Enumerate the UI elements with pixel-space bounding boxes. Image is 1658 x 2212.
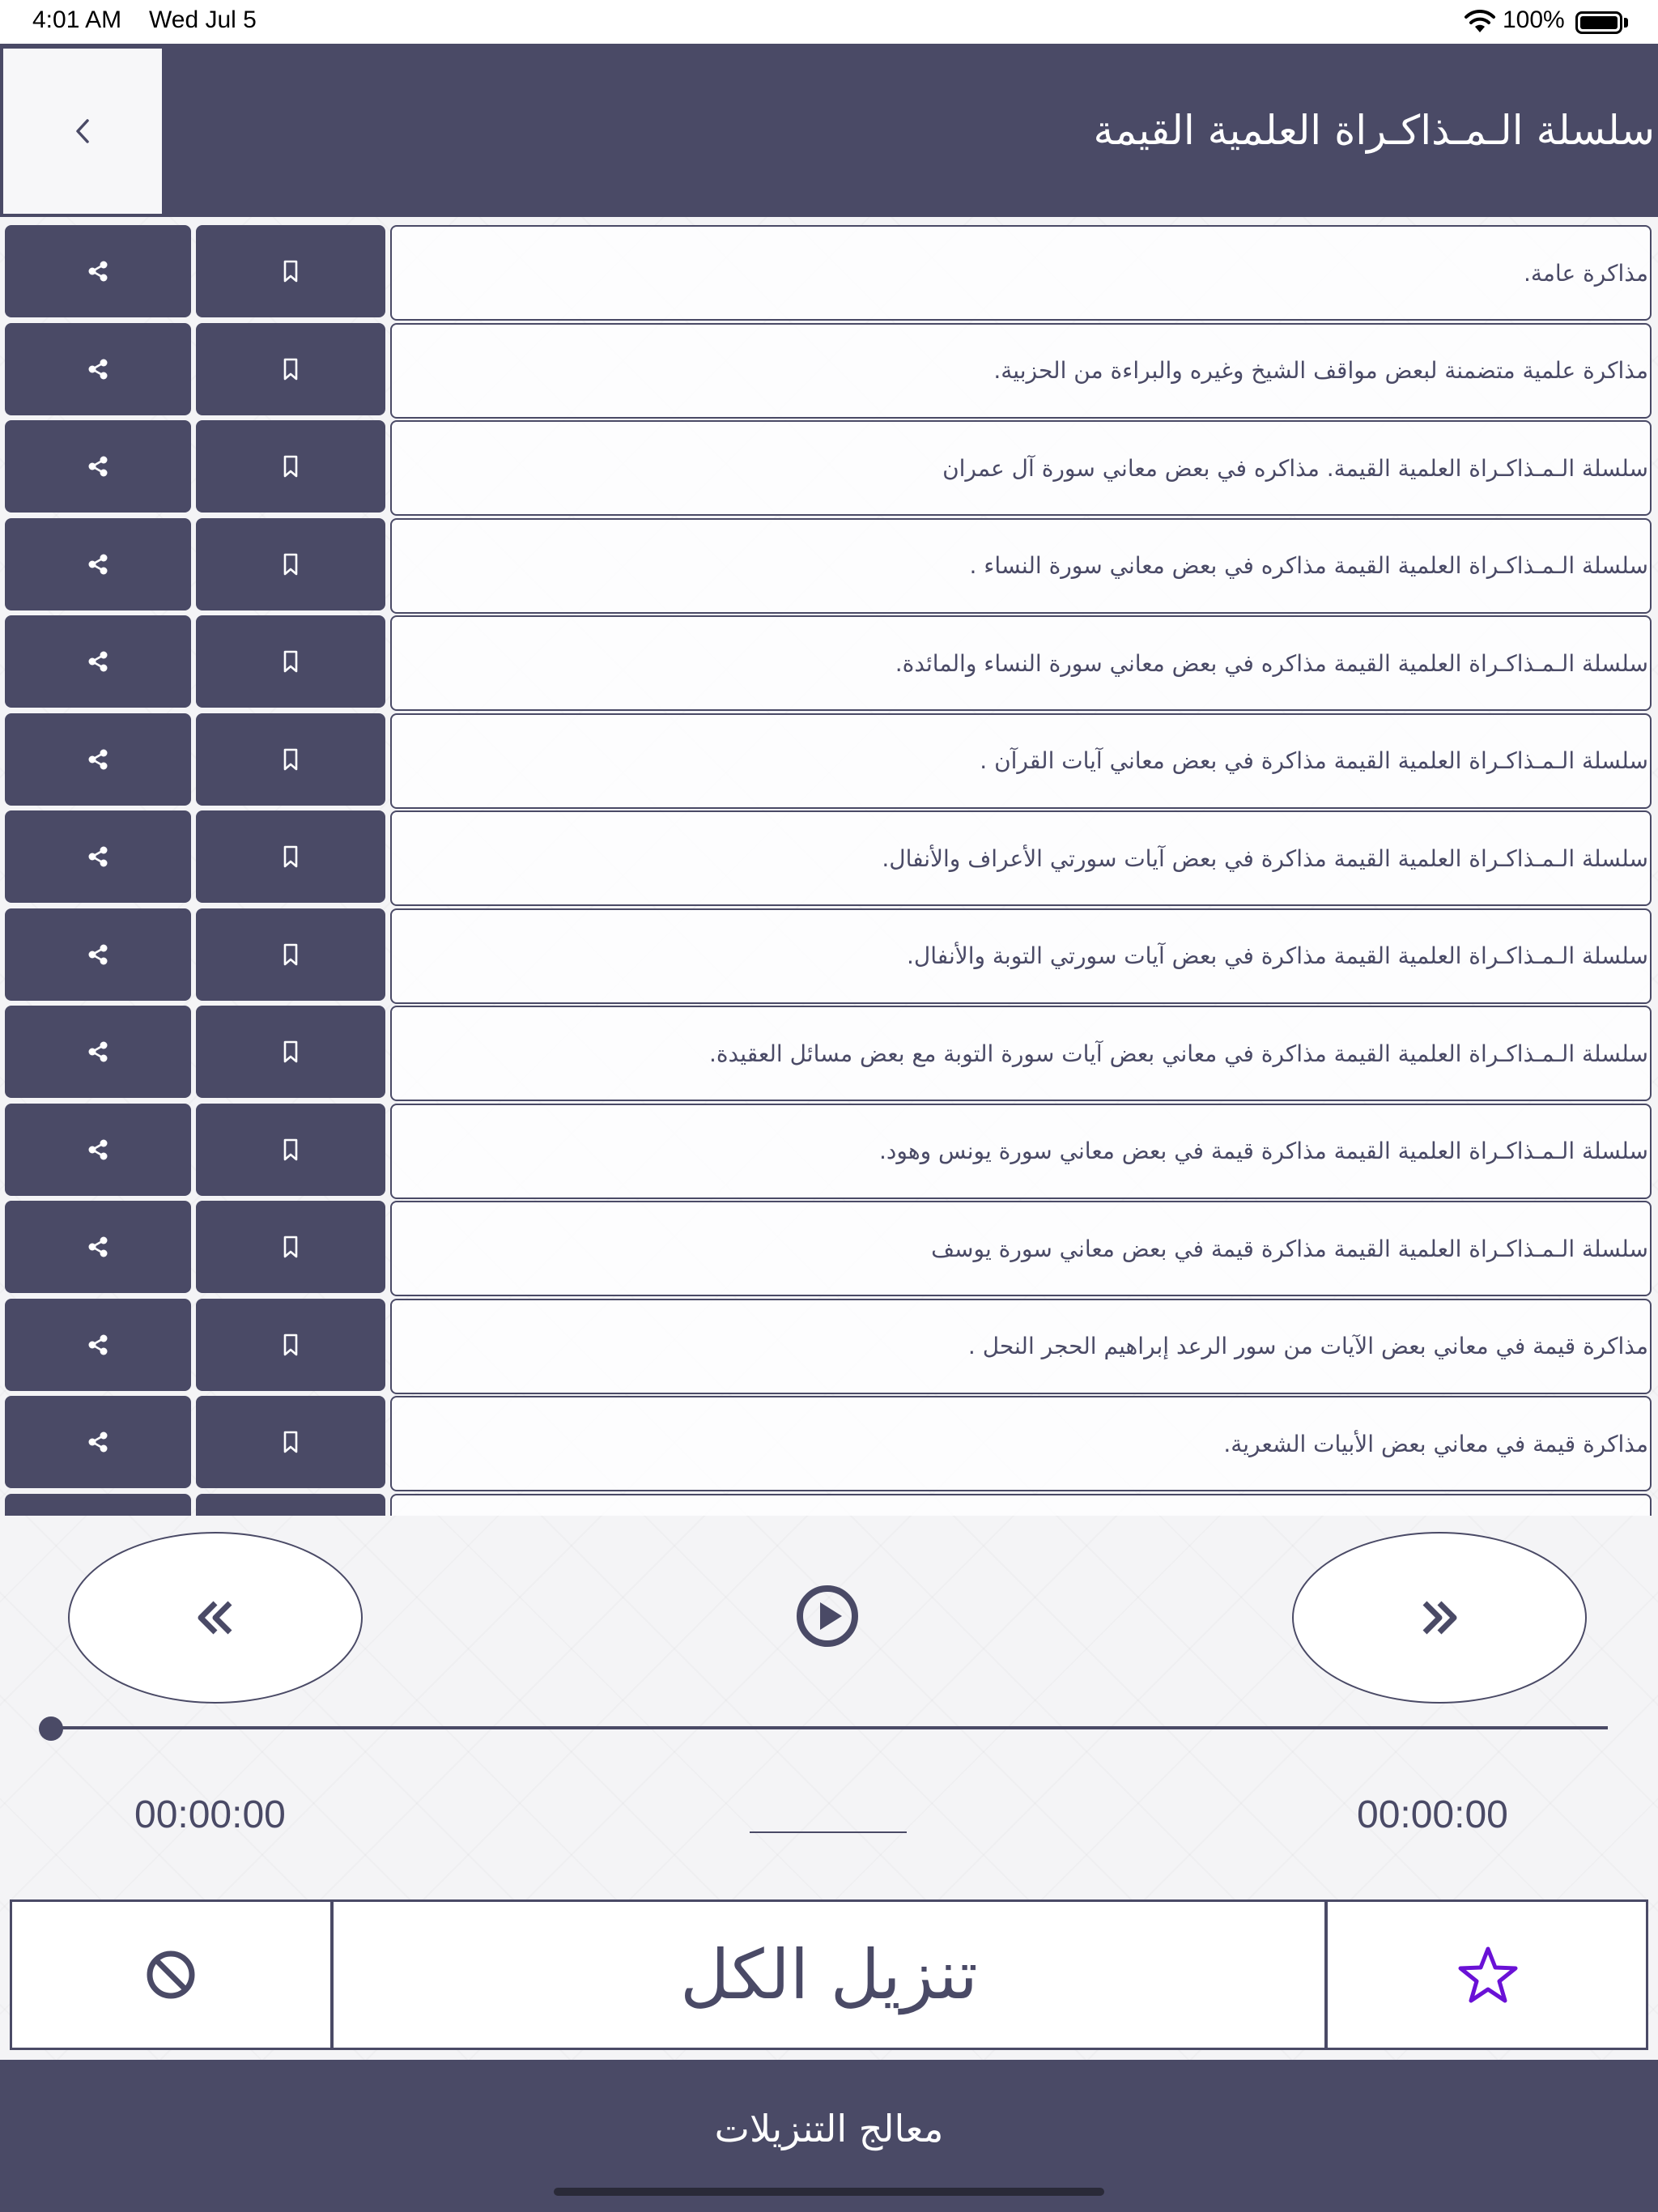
share-button[interactable] bbox=[5, 1494, 191, 1516]
share-icon bbox=[86, 942, 110, 967]
share-icon bbox=[86, 844, 110, 869]
lecture-title-button[interactable] bbox=[390, 1006, 1652, 1101]
bookmark-icon bbox=[280, 1040, 301, 1064]
share-button[interactable] bbox=[5, 810, 191, 903]
block-icon bbox=[145, 1949, 197, 2001]
bookmark-button[interactable] bbox=[196, 518, 385, 610]
chevron-left-icon bbox=[73, 117, 92, 145]
lecture-title: سلسلة الـمـذاكـراة العلمية القيمة مذاكره في بعض معاني سورة النساء والمائدة. bbox=[895, 649, 1648, 677]
lecture-title: سلسلة الـمـذاكـراة العلمية القيمة مذاكرة في معاني بعض آيات سورة التوبة مع بعض مسائل العقيدة. bbox=[708, 1040, 1648, 1067]
share-icon bbox=[86, 1235, 110, 1259]
lecture-title-button[interactable] bbox=[390, 518, 1652, 614]
share-icon bbox=[86, 1138, 110, 1162]
share-button[interactable] bbox=[5, 1396, 191, 1488]
list-item[interactable] bbox=[0, 609, 1658, 706]
download-all-button[interactable] bbox=[330, 1899, 1328, 2050]
bookmark-icon bbox=[280, 1235, 301, 1259]
bookmark-icon bbox=[280, 454, 301, 479]
bookmark-icon bbox=[280, 552, 301, 576]
rewind-button[interactable] bbox=[68, 1532, 363, 1704]
lecture-title: سلسلة الـمـذاكـراة العلمية القيمة مذاكره في بعض معاني سورة النساء . bbox=[969, 552, 1648, 579]
lecture-title: سلسلة الـمـذاكـراة العلمية القيمة مذاكرة قيمة في بعض معاني سورة يوسف bbox=[931, 1235, 1648, 1262]
lecture-title-button[interactable] bbox=[390, 1396, 1652, 1491]
lecture-title: مذاكرة قيمة في معاني بعض الأبيات الشعرية. bbox=[1223, 1430, 1648, 1457]
list-item[interactable] bbox=[0, 707, 1658, 804]
share-button[interactable] bbox=[5, 615, 191, 708]
share-button[interactable] bbox=[5, 1299, 191, 1391]
lecture-title-button[interactable] bbox=[390, 908, 1652, 1004]
share-icon bbox=[86, 649, 110, 674]
list-item[interactable] bbox=[0, 317, 1658, 414]
bookmark-icon bbox=[280, 1333, 301, 1357]
elapsed-time: 00:00:00 bbox=[134, 1793, 286, 1836]
lecture-title: سلسلة الـمـذاكـراة العلمية القيمة مذاكرة في بعض معاني آيات القرآن . bbox=[980, 747, 1648, 774]
lecture-title-button[interactable] bbox=[390, 713, 1652, 809]
bookmark-icon bbox=[280, 649, 301, 674]
lecture-title-button[interactable] bbox=[390, 615, 1652, 711]
bookmark-button[interactable] bbox=[196, 908, 385, 1001]
progress-slider-handle[interactable] bbox=[39, 1716, 63, 1741]
share-button[interactable] bbox=[5, 323, 191, 415]
list-item[interactable] bbox=[0, 414, 1658, 511]
share-icon bbox=[86, 1040, 110, 1064]
list-item[interactable] bbox=[0, 999, 1658, 1096]
lecture-title: مذاكرة عامة. bbox=[1524, 259, 1648, 287]
bookmark-icon bbox=[280, 942, 301, 967]
list-item[interactable] bbox=[0, 804, 1658, 901]
share-button[interactable] bbox=[5, 420, 191, 513]
bookmark-icon bbox=[280, 1430, 301, 1454]
lecture-title: مذاكرة قيمة في معاني بعض الآيات من سور الرعد إبراهيم الحجر النحل . bbox=[967, 1333, 1648, 1359]
status-time: 4:01 AM bbox=[32, 6, 122, 33]
share-icon bbox=[86, 1333, 110, 1357]
back-button[interactable] bbox=[2, 47, 164, 215]
list-item[interactable] bbox=[0, 1097, 1658, 1194]
star-icon bbox=[1458, 1946, 1518, 2004]
share-icon bbox=[86, 454, 110, 479]
list-item[interactable] bbox=[0, 1487, 1658, 1516]
lecture-title-button[interactable] bbox=[390, 810, 1652, 906]
share-button[interactable] bbox=[5, 1104, 191, 1196]
home-indicator bbox=[554, 2188, 1104, 2196]
total-time: 00:00:00 bbox=[1357, 1793, 1508, 1836]
share-icon bbox=[86, 552, 110, 576]
lecture-title-button[interactable] bbox=[390, 420, 1652, 516]
list-item[interactable] bbox=[0, 512, 1658, 609]
bookmark-button[interactable] bbox=[196, 420, 385, 513]
lecture-title-button[interactable] bbox=[390, 1201, 1652, 1296]
list-item[interactable] bbox=[0, 902, 1658, 999]
bookmark-button[interactable] bbox=[196, 1104, 385, 1196]
share-icon bbox=[86, 747, 110, 772]
lecture-title-button[interactable] bbox=[390, 1494, 1652, 1516]
share-button[interactable] bbox=[5, 1201, 191, 1293]
battery-tip bbox=[1624, 18, 1628, 28]
double-chevron-left-icon bbox=[193, 1595, 238, 1640]
wifi-icon bbox=[1464, 8, 1496, 34]
bookmark-button[interactable] bbox=[196, 1006, 385, 1098]
bookmark-button[interactable] bbox=[196, 615, 385, 708]
play-circle-icon bbox=[796, 1585, 859, 1648]
bookmark-icon bbox=[280, 747, 301, 772]
lecture-title: سلسلة الـمـذاكـراة العلمية القيمة. مذاكره في بعض معاني سورة آل عمران bbox=[942, 454, 1648, 482]
bookmark-icon bbox=[280, 259, 301, 283]
lecture-title: سلسلة الـمـذاكـراة العلمية القيمة مذاكرة في بعض آيات سورتي الأعراف والأنفال. bbox=[882, 844, 1648, 872]
list-item[interactable] bbox=[0, 1292, 1658, 1389]
battery-icon bbox=[1575, 11, 1622, 34]
divider bbox=[750, 1831, 907, 1833]
download-manager-label: معالج التنزيلات bbox=[714, 2107, 944, 2150]
forward-button[interactable] bbox=[1292, 1532, 1587, 1704]
cancel-button[interactable] bbox=[10, 1899, 332, 2050]
list-item[interactable] bbox=[0, 219, 1658, 316]
share-button[interactable] bbox=[5, 908, 191, 1001]
share-icon bbox=[86, 357, 110, 381]
bookmark-button[interactable] bbox=[196, 1201, 385, 1293]
bookmark-button[interactable] bbox=[196, 1299, 385, 1391]
status-date: Wed Jul 5 bbox=[149, 6, 257, 33]
play-button[interactable] bbox=[795, 1584, 860, 1648]
bookmark-icon bbox=[280, 357, 301, 381]
double-chevron-right-icon bbox=[1417, 1595, 1462, 1640]
lecture-title: سلسلة الـمـذاكـراة العلمية القيمة مذاكرة قيمة في بعض معاني سورة يونس وهود. bbox=[878, 1138, 1648, 1164]
page-title: سلسلة الـمـذاكـراة العلمية القيمة bbox=[1093, 107, 1655, 154]
bookmark-button[interactable] bbox=[196, 1494, 385, 1516]
bookmark-icon bbox=[280, 844, 301, 869]
bookmark-button[interactable] bbox=[196, 810, 385, 903]
share-button[interactable] bbox=[5, 1006, 191, 1098]
lecture-title: مذاكرة علمية متضمنة لبعض مواقف الشيخ وغيره والبراءة من الحزبية. bbox=[993, 357, 1648, 384]
lecture-list[interactable] bbox=[0, 219, 1658, 1516]
lecture-title: سلسلة الـمـذاكـراة العلمية القيمة مذاكرة في بعض آيات سورتي التوبة والأنفال. bbox=[907, 942, 1648, 969]
battery-percent: 100% bbox=[1503, 6, 1565, 33]
lecture-title-button[interactable] bbox=[390, 1299, 1652, 1394]
share-icon bbox=[86, 259, 110, 283]
download-all-label: تنزيل الكل bbox=[680, 1935, 978, 2014]
share-button[interactable] bbox=[5, 713, 191, 806]
lecture-title-button[interactable] bbox=[390, 323, 1652, 419]
bookmark-icon bbox=[280, 1138, 301, 1162]
share-button[interactable] bbox=[5, 225, 191, 317]
lecture-title-button[interactable] bbox=[390, 1104, 1652, 1199]
share-button[interactable] bbox=[5, 518, 191, 610]
list-item[interactable] bbox=[0, 1194, 1658, 1291]
bookmark-button[interactable] bbox=[196, 1396, 385, 1488]
share-icon bbox=[86, 1430, 110, 1454]
bookmark-button[interactable] bbox=[196, 323, 385, 415]
lecture-title-button[interactable] bbox=[390, 225, 1652, 321]
bookmark-button[interactable] bbox=[196, 225, 385, 317]
bookmark-button[interactable] bbox=[196, 713, 385, 806]
progress-slider[interactable] bbox=[50, 1726, 1608, 1729]
favorite-button[interactable] bbox=[1328, 1899, 1648, 2050]
list-item[interactable] bbox=[0, 1389, 1658, 1487]
